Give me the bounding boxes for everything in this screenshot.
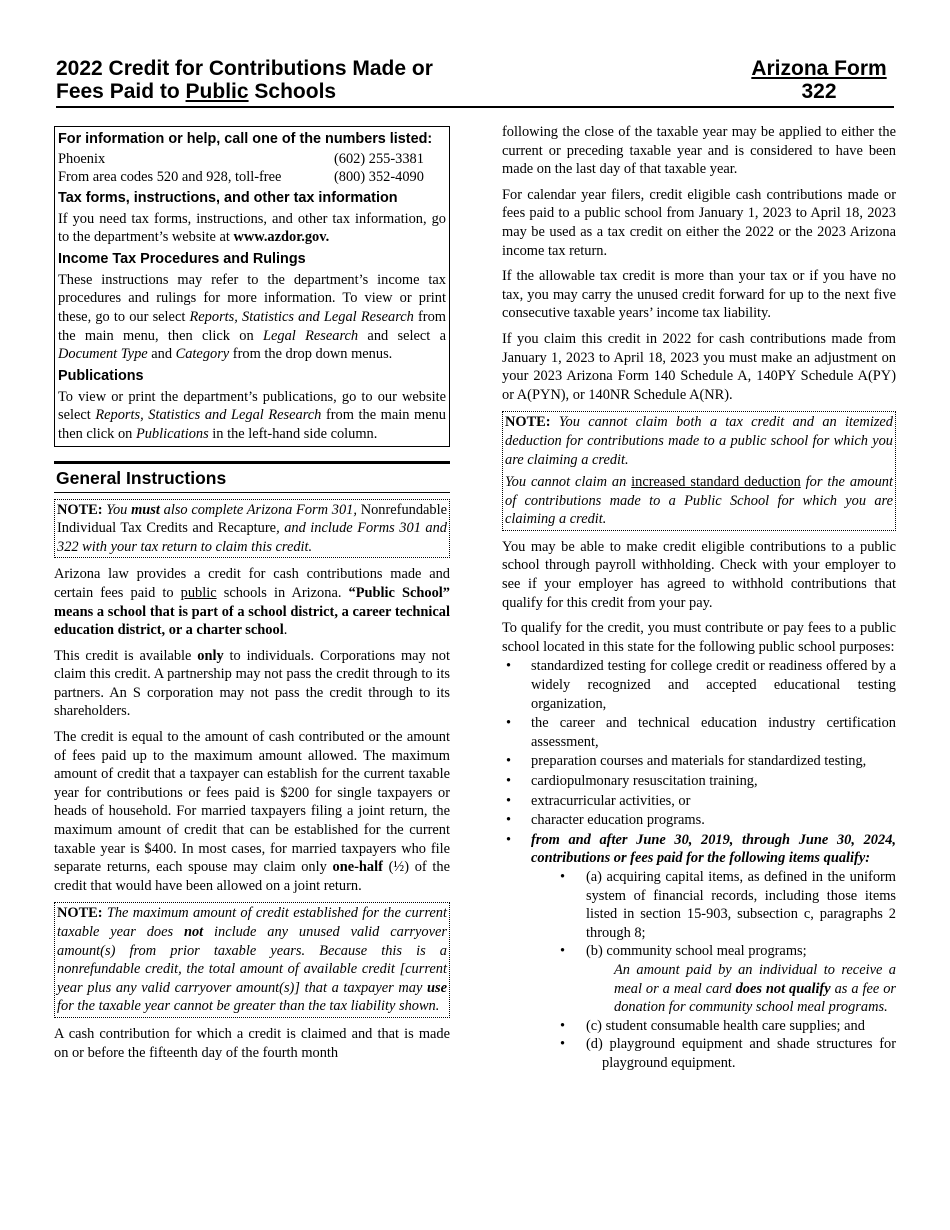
text: The maximum amount of credit established for the current taxable year does bbox=[57, 905, 447, 940]
emphasis: one-half bbox=[332, 859, 383, 876]
note-text bbox=[505, 413, 893, 469]
underlined-word: public bbox=[180, 584, 217, 601]
tax-forms-heading: Tax forms, instructions, and other tax information bbox=[58, 189, 398, 206]
menu-reference: Document Type bbox=[58, 346, 148, 363]
text: include any unused valid carryover amount(s) from prior taxable years. Because this is a nonrefundable credit, the total amount of available credit [current year plus any valid carryover amount(s)] that a taxpayer may bbox=[57, 924, 447, 996]
title-line-1: 2022 Credit for Contributions Made or bbox=[56, 57, 433, 80]
title-text: Schools bbox=[248, 80, 337, 103]
text: Arizona law provides a credit for cash contributions made and certain fees paid to bbox=[54, 566, 450, 601]
note-text bbox=[57, 904, 447, 1016]
menu-reference: Reports, Statistics and Legal Research bbox=[95, 407, 322, 424]
text: to individuals. Corporations may not claim this credit. A partnership may not pass the credit through to its partners. An S corporation may not pass the credit through to its shareholders. bbox=[54, 647, 450, 720]
list-item: • character education programs. bbox=[502, 811, 896, 830]
publications-text bbox=[58, 388, 446, 444]
emphasis: only bbox=[197, 647, 224, 664]
text: for the taxable year cannot be greater than the tax liability shown. bbox=[57, 998, 440, 1015]
phone-number: (800) 352-4090 bbox=[334, 168, 424, 185]
menu-reference: Reports, Statistics and Legal Research bbox=[189, 308, 414, 325]
text: for the amount of contributions made to a Public School for which you are claiming a credit. bbox=[505, 474, 893, 528]
paragraph: For calendar year filers, credit eligible cash contributions made or fees paid to a public school from January 1, 2023 to April 18, 2023 may be used as a tax credit on either the 2022 or the 2023 Arizona income tax return. bbox=[502, 186, 896, 259]
info-heading: For information or help, call one of the numbers listed: bbox=[58, 131, 433, 147]
text: and bbox=[147, 346, 176, 363]
text: To view or print the department’s publications, go to our website select bbox=[58, 388, 446, 424]
list-item: • preparation courses and materials for standardized testing, bbox=[502, 752, 896, 771]
underlined-phrase: increased standard deduction bbox=[631, 474, 801, 491]
note-text bbox=[57, 501, 447, 557]
list-item: • extracurricular activities, or bbox=[502, 792, 896, 811]
general-instructions-heading: General Instructions bbox=[54, 461, 450, 493]
menu-reference: Category bbox=[175, 346, 230, 363]
note-box bbox=[54, 499, 450, 559]
qualifying-items-lead: from and after June 30, 2019, through June 30, 2024, contributions or fees paid for the following items qualify: bbox=[531, 831, 896, 867]
phone-row bbox=[58, 169, 446, 187]
note-text bbox=[505, 473, 893, 529]
note-label: NOTE: bbox=[57, 905, 103, 922]
procedures-text bbox=[58, 271, 446, 364]
emphasis: does not qualify bbox=[735, 980, 831, 997]
text: from the main menu then click on bbox=[58, 407, 446, 442]
paragraph: If you claim this credit in 2022 for cash contributions made from January 1, 2023 to April 18, 2023 you must make an adjustment on your 2023 Arizona Form 140 Schedule A, 140PY Schedule A(PY) or A(PYN), or 140NR Schedule A(NR). bbox=[502, 330, 896, 403]
definition: “Public School” means a school that is part of a school district, a career technical education district, or a charter school bbox=[54, 584, 450, 639]
text: The credit is equal to the amount of cash contributed or the amount of fees paid up to the maximum amount allowed. The maximum amount of credit that a taxpayer can establish for the current taxable year for contributions or fees paid is $200 for single taxpayers or heads of household. For married taxpayers filing a joint return, the maximum amount of credit that can be established for the current taxable year is $400. In most cases, for married taxpayers who file separate returns, each spouse may claim only bbox=[54, 729, 450, 876]
title-line-2 bbox=[56, 80, 433, 103]
title-text: Fees Paid to bbox=[56, 80, 186, 103]
phone-label: From area codes 520 and 928, toll-free bbox=[58, 168, 282, 185]
note-box bbox=[54, 902, 450, 1018]
procedures-heading: Income Tax Procedures and Rulings bbox=[58, 250, 306, 267]
text: also complete Arizona Form 301, bbox=[159, 501, 361, 518]
phone-label: Phoenix bbox=[58, 151, 106, 167]
menu-reference: Publications bbox=[135, 425, 209, 442]
header-rule bbox=[56, 106, 894, 108]
text: , and include Forms 301 and 322 with your tax return to claim this credit. bbox=[57, 520, 448, 555]
publications-heading: Publications bbox=[58, 367, 144, 384]
right-column bbox=[502, 123, 896, 1074]
form-label: Arizona Form bbox=[751, 57, 887, 80]
paragraph bbox=[54, 728, 450, 895]
list-item bbox=[502, 831, 896, 1073]
text: • (d) playground equipment and shade structures for playground equipment. bbox=[586, 1036, 896, 1071]
text: If you need tax forms, instructions, and other tax information, go to the department’s website at bbox=[58, 210, 446, 246]
note-label: NOTE: bbox=[505, 414, 551, 431]
paragraph bbox=[54, 565, 450, 639]
text: (c) student consumable health care supplies; and bbox=[586, 1017, 865, 1034]
text: You bbox=[102, 501, 132, 518]
paragraph: following the close of the taxable year may be applied to either the current or preceding taxable year and is considered to have been made on the last day of that taxable year. bbox=[502, 124, 896, 178]
text: . bbox=[283, 622, 288, 639]
paragraph: A cash contribution for which a credit is claimed and that is made on or before the fifteenth day of the fourth month bbox=[54, 1025, 450, 1061]
emphasis: must bbox=[131, 501, 160, 518]
paragraph: To qualify for the credit, you must contribute or pay fees to a public school located in this state for the following public school purposes: bbox=[502, 620, 896, 655]
text: You cannot claim both a tax credit and an itemized deduction for contributions made to a public school for which you are claiming a credit. bbox=[505, 414, 893, 468]
form-header bbox=[56, 57, 894, 107]
info-box bbox=[54, 126, 450, 447]
qualifying-items-list bbox=[558, 868, 896, 1073]
text: You cannot claim an bbox=[505, 474, 632, 491]
list-item: • standardized testing for college credit or readiness offered by a widely recognized and accepted educational testing organization, bbox=[502, 657, 896, 713]
left-column bbox=[54, 126, 450, 1069]
paragraph: You may be able to make credit eligible contributions to a public school through payroll withholding. Check with your employer to see if your employer has agreed to withhold contributions that qualify for this credit from your pay. bbox=[502, 538, 896, 611]
emphasis: use bbox=[427, 979, 447, 996]
form-identifier bbox=[744, 57, 894, 103]
text: schools in Arizona. bbox=[216, 584, 349, 601]
sub-list-item bbox=[558, 942, 896, 1016]
paragraph: If the allowable tax credit is more than your tax or if you have no tax, you may carry the unused credit forward for up to the next five consecutive taxable years’ income tax liability. bbox=[502, 268, 896, 322]
phone-row bbox=[58, 151, 446, 169]
text: Nonrefundable Individual Tax Credits and Recapture bbox=[57, 501, 447, 537]
form-title bbox=[56, 57, 433, 103]
menu-reference: Legal Research bbox=[262, 327, 359, 344]
note-label: NOTE: bbox=[57, 501, 103, 518]
sub-list-item bbox=[558, 1017, 896, 1036]
text: An amount paid by an individual to receive a meal or a meal card bbox=[614, 961, 896, 997]
list-item: • cardiopulmonary resuscitation training, bbox=[502, 772, 896, 791]
text: These instructions may refer to the department’s income tax procedures and rulings for more information. To view or print these, go to our select bbox=[58, 271, 446, 325]
phone-number: (602) 255-3381 bbox=[334, 151, 424, 167]
text: as a fee or donation for community school meal programs. bbox=[614, 980, 897, 1016]
emphasis: not bbox=[183, 924, 204, 940]
purposes-list bbox=[502, 657, 896, 1072]
text: in the left-hand side column. bbox=[208, 425, 378, 442]
text: from the drop down menus. bbox=[229, 346, 393, 363]
sub-list-item bbox=[558, 1035, 896, 1072]
text: and select a bbox=[358, 327, 446, 344]
sub-note bbox=[614, 961, 896, 1017]
paragraph bbox=[54, 647, 450, 721]
tax-forms-text bbox=[58, 210, 446, 247]
text: This credit is available bbox=[54, 647, 198, 664]
note-box bbox=[502, 411, 896, 531]
text: (½) of the credit that would have been allowed on a joint return. bbox=[54, 859, 450, 894]
website-link[interactable]: www.azdor.gov. bbox=[233, 229, 330, 246]
sub-list-item bbox=[558, 868, 896, 942]
text: (b) community school meal programs; bbox=[586, 943, 807, 960]
title-underlined-word: Public bbox=[185, 80, 249, 103]
text: from the main menu, then click on bbox=[58, 308, 446, 344]
text: (a) acquiring capital items, as defined in the uniform system of financial records, including those items listed in section 15-903, subsection c, paragraphs 2 through 8; bbox=[586, 868, 896, 941]
form-number: 322 bbox=[801, 80, 837, 103]
list-item: • the career and technical education industry certification assessment, bbox=[502, 714, 896, 751]
